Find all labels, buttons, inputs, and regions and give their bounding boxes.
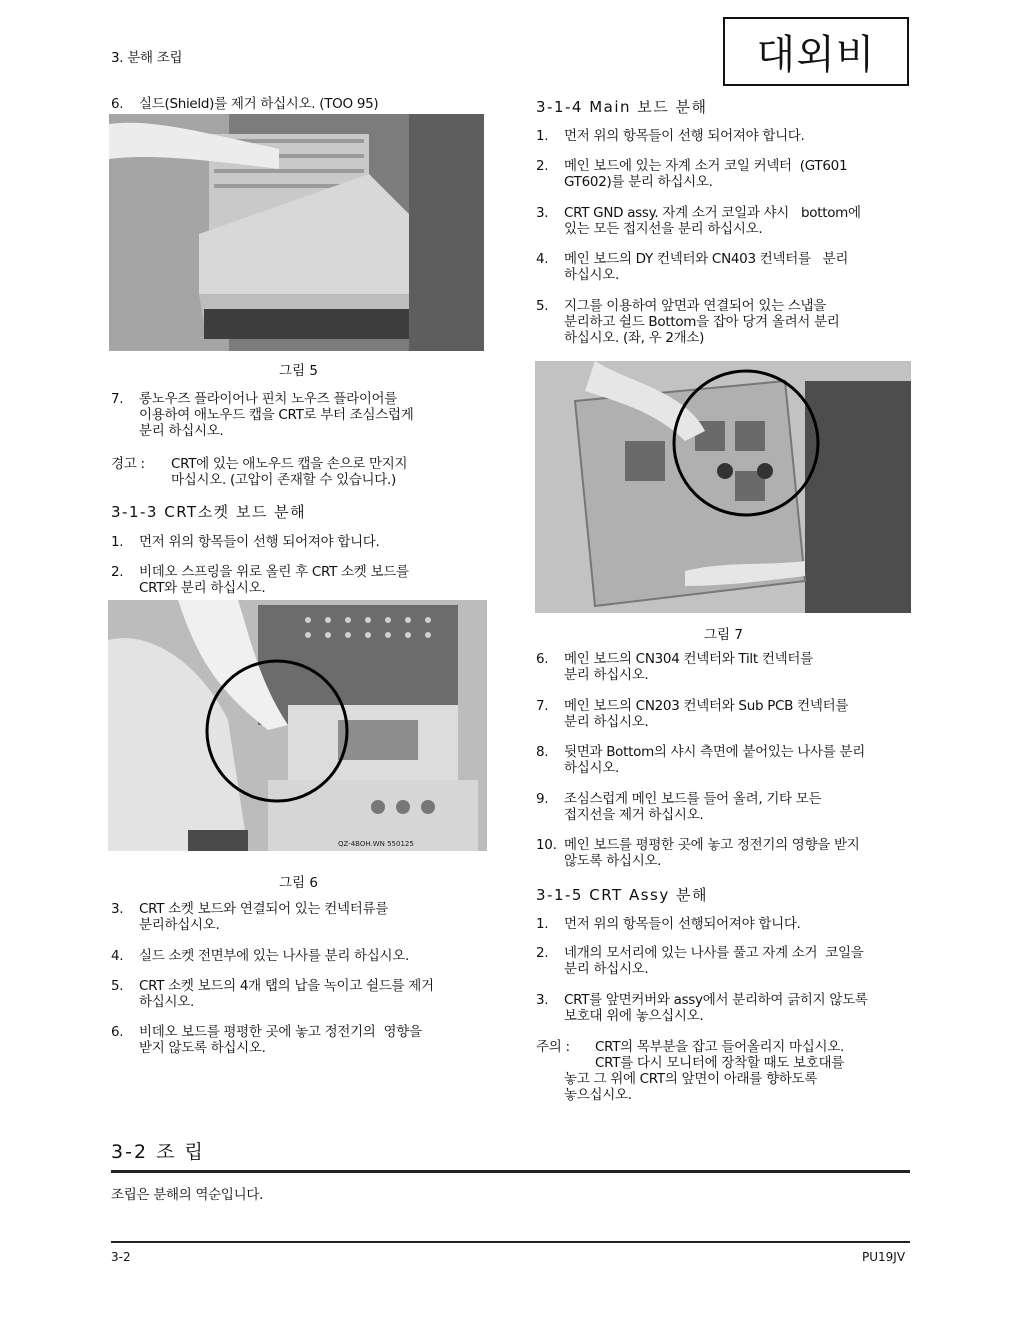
item-text: 비데오 보드를 평평한 곳에 놓고 정전기의 영향을 받지 않도록 하십시오. bbox=[139, 1024, 422, 1056]
note-line-2: CRT를 다시 모니터에 장착할 때도 보호대를 bbox=[595, 1055, 844, 1071]
note-text: 놓고 그 위에 CRT의 앞면이 아래를 향하도록 놓으십시오. bbox=[564, 1071, 817, 1103]
model-code: PU19JV bbox=[862, 1250, 906, 1264]
item-number: 6. bbox=[111, 1024, 124, 1040]
note-label: 주의 : bbox=[536, 1039, 570, 1055]
item-number: 8. bbox=[536, 744, 549, 760]
item-text: 롱노우즈 플라이어나 핀치 노우즈 플라이어를 이용하여 애노우드 캡을 CRT로 부터 조심스럽게 분리 하십시오. bbox=[139, 391, 414, 439]
item-number: 7. bbox=[536, 698, 549, 714]
item-text: 비데오 스프링을 위로 올린 후 CRT 소켓 보드를 CRT와 분리 하십시오. bbox=[139, 564, 409, 596]
item-text: 조심스럽게 메인 보드를 들어 올려, 기타 모든 접지선을 제거 하십시오. bbox=[564, 791, 822, 823]
item-number: 3. bbox=[111, 901, 124, 917]
figure-7-illustration bbox=[535, 361, 911, 613]
figure-5-illustration bbox=[109, 114, 484, 351]
figure-6-caption: 그림 6 bbox=[279, 875, 318, 891]
item-text: 메인 보드의 CN304 컨넥터와 Tilt 컨넥터를 분리 하십시오. bbox=[564, 651, 813, 683]
footer-divider bbox=[111, 1241, 910, 1243]
figure-6-label: QZ-4BOH.WN 550125 bbox=[338, 840, 414, 848]
section-heading-3-1-4: 3-1-4 Main 보드 분해 bbox=[536, 98, 708, 116]
item-number: 4. bbox=[111, 948, 124, 964]
item-number: 6. bbox=[111, 96, 124, 112]
section-header: 3. 분해 조립 bbox=[111, 50, 183, 66]
item-number: 10. bbox=[536, 837, 557, 853]
item-text: 메인 보드를 평평한 곳에 놓고 정전기의 영향을 받지 않도록 하십시오. bbox=[564, 837, 860, 869]
confidential-stamp: 대외비 bbox=[723, 17, 909, 86]
item-number: 5. bbox=[536, 298, 549, 314]
item-text: 메인 보드에 있는 자계 소거 코일 커넥터 (GT601 GT602)를 분리 하십시오. bbox=[564, 158, 848, 190]
item-text: 먼저 위의 항목들이 선행되어져야 합니다. bbox=[564, 916, 801, 932]
section-heading-3-1-5: 3-1-5 CRT Assy 분해 bbox=[536, 886, 708, 904]
item-number: 9. bbox=[536, 791, 549, 807]
figure-6-photo bbox=[108, 600, 487, 851]
warning-label: 경고 : bbox=[111, 456, 145, 472]
figure-6-illustration bbox=[108, 600, 487, 851]
assembly-text: 조립은 분해의 역순입니다. bbox=[111, 1187, 264, 1203]
item-text: 메인 보드의 CN203 컨넥터와 Sub PCB 컨넥터를 분리 하십시오. bbox=[564, 698, 849, 730]
item-number: 7. bbox=[111, 391, 124, 407]
item-text: 지그를 이용하여 앞면과 연결되어 있는 스냅을 분리하고 쉴드 Bottom을 잡아 당겨 올려서 분리 하십시오. (좌, 우 2개소) bbox=[564, 298, 840, 346]
item-number: 3. bbox=[536, 992, 549, 1008]
figure-7-caption: 그림 7 bbox=[704, 627, 743, 643]
item-number: 2. bbox=[111, 564, 124, 580]
item-text: 먼저 위의 항목들이 선행 되어져야 합니다. bbox=[564, 128, 805, 144]
item-number: 4. bbox=[536, 251, 549, 267]
warning-text: CRT에 있는 애노우드 캡을 손으로 만지지 마십시오. (고압이 존재할 수 있습니다.) bbox=[171, 456, 408, 488]
figure-5-photo bbox=[109, 114, 484, 351]
section-heading-3-1-3: 3-1-3 CRT소켓 보드 분해 bbox=[111, 503, 307, 521]
item-text: 실드 소켓 전면부에 있는 나사를 분리 하십시오. bbox=[139, 948, 410, 964]
assembly-heading: 3-2 조 립 bbox=[111, 1141, 205, 1163]
item-text: CRT를 앞면커버와 assy에서 분리하여 긁히지 않도록 보호대 위에 놓으십시오. bbox=[564, 992, 868, 1024]
item-text: 먼저 위의 항목들이 선행 되어져야 합니다. bbox=[139, 534, 380, 550]
item-number: 1. bbox=[536, 128, 549, 144]
note-line-1: CRT의 목부분을 잡고 들어올리지 마십시오. bbox=[595, 1039, 844, 1055]
item-text: CRT 소켓 보드의 4개 탭의 납을 녹이고 쉴드를 제거 하십시오. bbox=[139, 978, 434, 1010]
item-text: 실드(Shield)를 제거 하십시오. (TOO 95) bbox=[139, 96, 379, 112]
figure-7-photo bbox=[535, 361, 911, 613]
figure-5-caption: 그림 5 bbox=[279, 363, 318, 379]
item-number: 6. bbox=[536, 651, 549, 667]
item-number: 2. bbox=[536, 945, 549, 961]
item-text: 네개의 모서리에 있는 나사를 풀고 자계 소거 코일을 분리 하십시오. bbox=[564, 945, 864, 977]
heading-divider bbox=[111, 1170, 910, 1173]
item-text: 메인 보드의 DY 컨넥터와 CN403 컨넥터를 분리 하십시오. bbox=[564, 251, 849, 283]
page-number: 3-2 bbox=[111, 1250, 131, 1264]
item-text: 뒷면과 Bottom의 샤시 측면에 붙어있는 나사를 분리 하십시오. bbox=[564, 744, 866, 776]
item-number: 1. bbox=[111, 534, 124, 550]
item-text: CRT 소켓 보드와 연결되어 있는 컨넥터류를 분리하십시오. bbox=[139, 901, 388, 933]
item-text: CRT GND assy. 자계 소거 코일과 샤시 bottom에 있는 모든 접지선을 분리 하십시오. bbox=[564, 205, 861, 237]
item-number: 1. bbox=[536, 916, 549, 932]
item-number: 2. bbox=[536, 158, 549, 174]
item-number: 3. bbox=[536, 205, 549, 221]
item-number: 5. bbox=[111, 978, 124, 994]
